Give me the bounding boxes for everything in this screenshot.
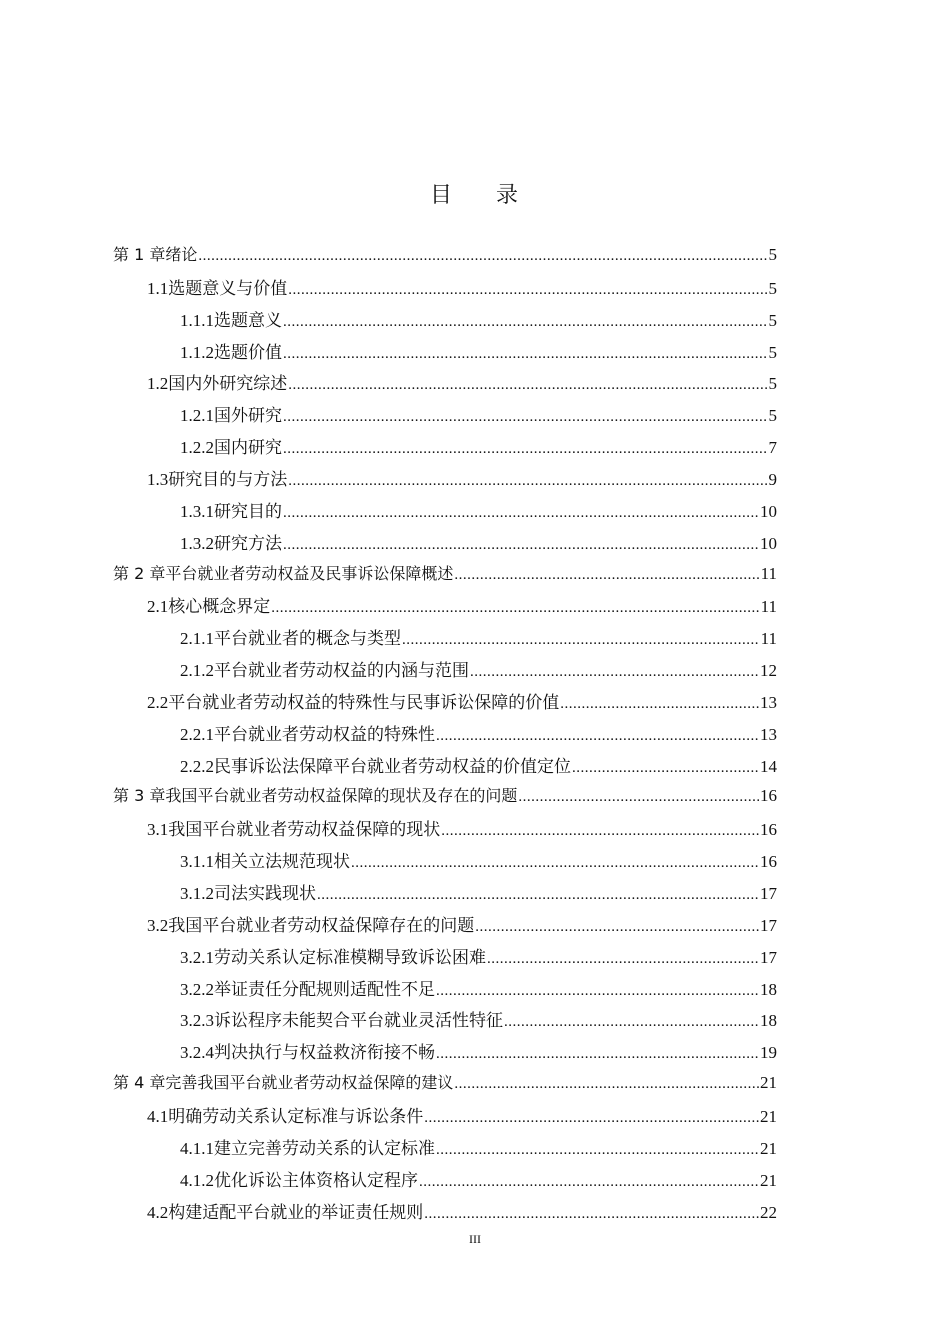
toc-heading-char-1: 目: [429, 183, 454, 208]
toc-dot-leader: [454, 1076, 759, 1093]
toc-entry-page: 21: [760, 1170, 777, 1190]
toc-subsection-entry[interactable]: [180, 656, 777, 686]
toc-section-entry[interactable]: [147, 911, 777, 941]
toc-entry-number: 3.2.1: [180, 947, 214, 967]
toc-dot-leader: [441, 823, 759, 840]
toc-chapter-entry[interactable]: [113, 242, 777, 272]
toc-entry-title: 完善我国平台就业者劳动权益保障的建议: [165, 1073, 454, 1093]
toc-section-entry[interactable]: [147, 815, 777, 845]
toc-entry-number: 第 4 章: [113, 1073, 166, 1093]
toc-subsection-entry[interactable]: [180, 943, 777, 973]
toc-dot-leader: [351, 855, 759, 872]
toc-dot-leader: [198, 248, 767, 265]
toc-subsection-entry[interactable]: [180, 529, 777, 559]
toc-dot-leader: [283, 441, 768, 458]
toc-subsection-entry[interactable]: [180, 975, 777, 1005]
toc-dot-leader: [424, 1206, 759, 1223]
toc-entry-title: 民事诉讼法保障平台就业者劳动权益的价值定位: [214, 756, 571, 776]
toc-entry-number: 3.1: [147, 820, 169, 840]
toc-entry-page: 16: [760, 820, 777, 840]
toc-entry-page: 7: [768, 438, 777, 458]
toc-entry-title: 我国平台就业者劳动权益保障的现状及存在的问题: [165, 786, 518, 806]
page-number-footer: III: [469, 1232, 481, 1246]
toc-entry-title: 选题价值: [214, 342, 282, 362]
toc-entry-number: 1.2.2: [180, 438, 214, 458]
toc-subsection-entry[interactable]: [180, 306, 777, 336]
toc-entry-title: 选题意义: [214, 310, 282, 330]
toc-dot-leader: [436, 983, 759, 1000]
toc-entry-title: 司法实践现状: [214, 884, 316, 903]
toc-entry-title: 平台就业者劳动权益的内涵与范围: [214, 661, 469, 681]
toc-entry-page: 13: [760, 692, 777, 712]
toc-entry-page: 5: [768, 278, 777, 298]
toc-chapter-entry[interactable]: [113, 561, 777, 591]
toc-entry-title: 平台就业者劳动权益及民事诉讼保障概述: [165, 563, 454, 583]
toc-entry-page: 14: [760, 756, 777, 776]
toc-entry-title: 诉讼程序未能契合平台就业灵活性特征: [214, 1011, 503, 1031]
toc-dot-leader: [288, 473, 767, 490]
toc-dot-leader: [317, 887, 759, 904]
toc-subsection-entry[interactable]: [180, 624, 777, 654]
toc-entry-number: 1.3: [147, 469, 169, 489]
toc-entry-number: 2.1.1: [180, 629, 214, 649]
toc-dot-leader: [475, 919, 759, 936]
toc-entry-number: 1.1.1: [180, 310, 214, 330]
toc-entry-title: 平台就业者的概念与类型: [214, 629, 401, 649]
toc-entry-title: 国外研究: [214, 406, 282, 426]
toc-entry-page: 17: [760, 884, 777, 903]
toc-entry-page: 12: [760, 661, 777, 681]
toc-entry-page: 21: [760, 1106, 777, 1126]
toc-entry-title: 研究目的与方法: [168, 469, 288, 489]
toc-entry-number: 4.1: [147, 1106, 169, 1126]
toc-entry-page: 5: [768, 310, 777, 330]
toc-entry-number: 1.2: [147, 374, 169, 394]
toc-entry-page: 21: [760, 1138, 777, 1158]
toc-entry-title: 我国平台就业者劳动权益保障的现状: [168, 820, 441, 840]
toc-dot-leader: [436, 1142, 759, 1159]
toc-dot-leader: [454, 567, 759, 584]
toc-entry-number: 1.3.2: [180, 533, 214, 553]
toc-entry-number: 3.2.3: [180, 1011, 214, 1031]
toc-dot-leader: [288, 282, 767, 299]
toc-dot-leader: [283, 346, 768, 363]
toc-entry-number: 2.1.2: [180, 661, 214, 681]
toc-dot-leader: [271, 600, 759, 617]
toc-dot-leader: [560, 696, 759, 713]
toc-entry-number: 3.1.1: [180, 852, 214, 872]
toc-entry-number: 4.1.2: [180, 1170, 214, 1190]
toc-entry-page: 17: [760, 947, 777, 967]
toc-entry-number: 4.1.1: [180, 1138, 214, 1158]
toc-entry-title: 建立完善劳动关系的认定标准: [214, 1138, 435, 1158]
toc-entry-page: 22: [760, 1202, 777, 1222]
toc-entry-title: 劳动关系认定标准模糊导致诉讼困难: [214, 947, 486, 967]
toc-entry-title: 选题意义与价值: [168, 278, 288, 298]
toc-entry-page: 9: [768, 469, 777, 489]
toc-entry-number: 2.2.2: [180, 756, 214, 776]
toc-entry-title: 构建适配平台就业的举证责任规则: [168, 1202, 424, 1222]
toc-chapter-entry[interactable]: [113, 1070, 777, 1100]
toc-entry-number: 3.2.2: [180, 979, 214, 999]
toc-entry-title: 国内外研究综述: [168, 374, 288, 394]
toc-dot-leader: [436, 728, 759, 745]
toc-entry-page: 18: [760, 1011, 777, 1031]
toc-entry-number: 第 2 章: [113, 563, 166, 583]
toc-subsection-entry[interactable]: [180, 879, 777, 909]
toc-dot-leader: [487, 951, 759, 968]
toc-entry-page: 13: [760, 724, 777, 744]
toc-subsection-entry[interactable]: [180, 433, 777, 463]
toc-entry-page: 17: [760, 915, 777, 935]
toc-entry-number: 第 1 章: [113, 245, 166, 264]
toc-subsection-entry[interactable]: [180, 752, 777, 782]
toc-dot-leader: [436, 1046, 759, 1063]
toc-dot-leader: [424, 1110, 759, 1127]
toc-entry-number: 2.1: [147, 597, 169, 617]
toc-heading-char-2: 录: [496, 183, 521, 208]
toc-subsection-entry[interactable]: [180, 1038, 777, 1068]
toc-entry-page: 10: [760, 533, 777, 553]
toc-entry-number: 1.2.1: [180, 406, 214, 426]
toc-subsection-entry[interactable]: [180, 497, 777, 527]
toc-subsection-entry[interactable]: [180, 1166, 777, 1196]
toc-section-entry[interactable]: [147, 592, 777, 622]
toc-section-entry[interactable]: [147, 1102, 777, 1132]
toc-entry-title: 国内研究: [214, 438, 282, 458]
toc-entry-number: 2.2.1: [180, 724, 214, 744]
toc-dot-leader: [572, 760, 759, 777]
toc-entry-page: 5: [768, 245, 777, 264]
toc-section-entry[interactable]: [147, 274, 777, 304]
toc-dot-leader: [470, 664, 759, 681]
toc-subsection-entry[interactable]: [180, 847, 777, 877]
toc-entry-number: 2.2: [147, 692, 169, 712]
toc-entry-page: 16: [760, 852, 777, 872]
toc-section-entry[interactable]: [147, 465, 777, 495]
toc-entry-title: 研究目的: [214, 501, 282, 521]
toc-entry-title: 优化诉讼主体资格认定程序: [214, 1170, 418, 1190]
toc-entry-number: 3.1.2: [180, 884, 214, 903]
toc-subsection-entry[interactable]: [180, 338, 777, 368]
toc-entry-title: 明确劳动关系认定标准与诉讼条件: [168, 1106, 424, 1126]
toc-entry-number: 4.2: [147, 1202, 169, 1222]
toc-entry-page: 18: [760, 979, 777, 999]
toc-entry-page: 5: [768, 406, 777, 426]
toc-entry-page: 11: [760, 629, 777, 649]
toc-entry-title: 举证责任分配规则适配性不足: [214, 979, 435, 999]
toc-section-entry[interactable]: [147, 688, 777, 718]
toc-entry-title: 判决执行与权益救济衔接不畅: [214, 1043, 435, 1063]
toc-entry-title: 我国平台就业者劳动权益保障存在的问题: [168, 915, 475, 935]
toc-entry-number: 3.2: [147, 915, 169, 935]
toc-entry-title: 研究方法: [214, 533, 282, 553]
toc-entry-title: 平台就业者劳动权益的特殊性: [214, 724, 435, 744]
toc-dot-leader: [419, 1174, 759, 1191]
toc-subsection-entry[interactable]: [180, 401, 777, 431]
toc-section-entry[interactable]: [147, 1198, 777, 1228]
toc-dot-leader: [518, 789, 759, 806]
toc-entry-page: 11: [760, 563, 777, 583]
toc-dot-leader: [402, 632, 760, 649]
toc-dot-leader: [283, 314, 768, 331]
toc-chapter-entry[interactable]: [113, 783, 777, 813]
toc-entry-page: 16: [760, 786, 777, 806]
toc-entry-number: 1.1.2: [180, 342, 214, 362]
toc-section-entry[interactable]: [147, 369, 777, 399]
toc-subsection-entry[interactable]: [180, 1006, 777, 1036]
toc-dot-leader: [283, 409, 768, 426]
toc-entry-number: 第 3 章: [113, 786, 166, 806]
toc-dot-leader: [504, 1014, 759, 1031]
toc-entry-title: 平台就业者劳动权益的特殊性与民事诉讼保障的价值: [168, 692, 560, 712]
toc-entry-title: 核心概念界定: [168, 597, 271, 617]
toc-subsection-entry[interactable]: [180, 720, 777, 750]
toc-entry-number: 1.3.1: [180, 501, 214, 521]
toc-entry-page: 19: [760, 1043, 777, 1063]
toc-dot-leader: [283, 537, 759, 554]
toc-entry-page: 11: [760, 597, 777, 617]
toc-entry-number: 1.1: [147, 278, 169, 298]
toc-entry-number: 3.2.4: [180, 1043, 214, 1063]
toc-entry-title: 绪论: [165, 245, 198, 264]
toc-dot-leader: [288, 377, 767, 394]
toc-entry-title: 相关立法规范现状: [214, 852, 350, 872]
toc-heading: [0, 178, 950, 209]
toc-entry-page: 10: [760, 501, 777, 521]
toc-entry-page: 5: [768, 374, 777, 394]
toc-subsection-entry[interactable]: [180, 1134, 777, 1164]
toc-entry-page: 21: [760, 1073, 777, 1093]
toc-dot-leader: [283, 505, 759, 522]
toc-entry-page: 5: [768, 342, 777, 362]
